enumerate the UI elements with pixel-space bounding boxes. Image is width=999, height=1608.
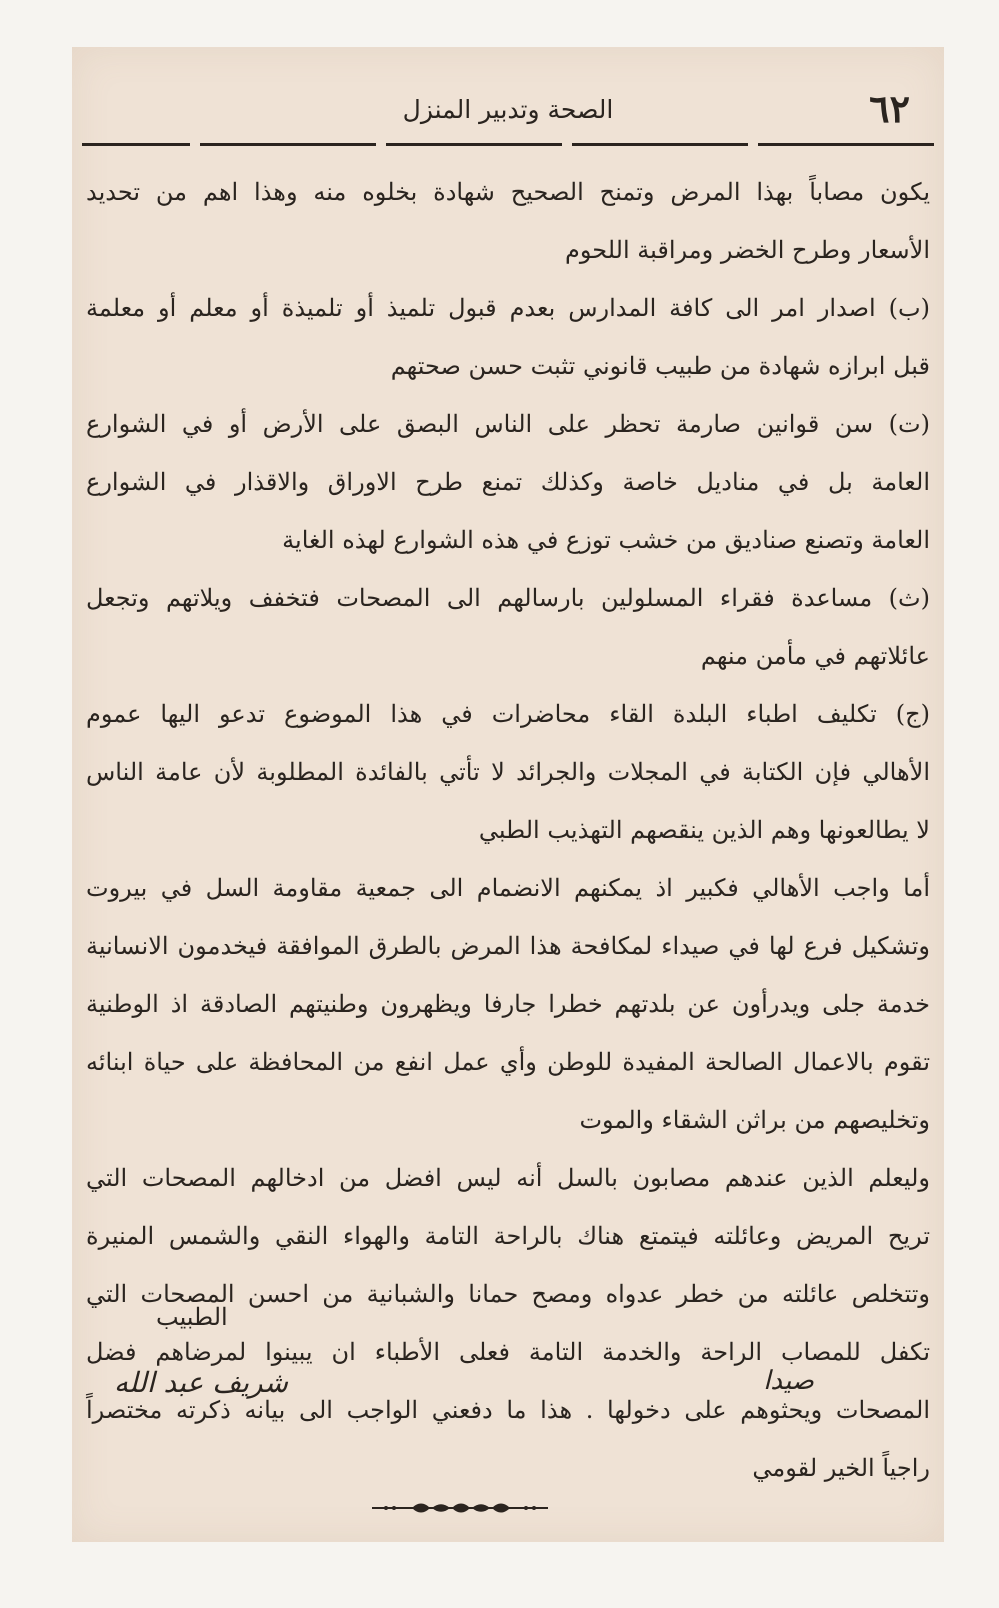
text-line: (ت) سن قوانين صارمة تحظر على الناس البصق على الأرض أو في الشوارع [86,410,930,438]
author-signature: شريف عبد الله [114,1366,288,1399]
ornament-divider [372,1501,548,1515]
text-line: (ج) تكليف اطباء البلدة القاء محاضرات في هذا الموضوع تدعو اليها عموم [86,700,931,728]
body-text [86,163,930,1497]
text-line: وتشكيل فرع لها في صيداء لمكافحة هذا المرض بالطرق الموافقة فيخدمون الانسانية [86,932,930,960]
text-line: وتتخلص عائلته من خطر عدواه ومصح حمانا والشبانية من احسن المصحات التي [86,1280,930,1308]
text-line: تقوم بالاعمال الصالحة المفيدة للوطن وأي عمل انفع من المحافظة على حياة ابنائه [86,1048,930,1076]
text-line: أما واجب الأهالي فكبير اذ يمكنهم الانضمام الى جمعية مقاومة السل في بيروت [86,874,930,902]
signature-block [72,1299,944,1429]
book-page [72,47,944,1542]
signature-title: الطبيب [156,1303,228,1331]
text-line: العامة بل في مناديل خاصة وكذلك تمنع طرح الاوراق والاقذار في الشوارع [86,468,930,496]
text-line: وتخليصهم من براثن الشقاء والموت [579,1106,930,1134]
text-line: الأسعار وطرح الخضر ومراقبة اللحوم [564,236,930,264]
text-line: وليعلم الذين عندهم مصابون بالسل أنه ليس افضل من ادخالهم المصحات التي [86,1164,930,1192]
header-rule [82,143,934,146]
text-line: (ب) اصدار امر الى كافة المدارس بعدم قبول تلميذ أو تلميذة أو معلم أو معلمة [86,294,930,322]
text-line: لا يطالعونها وهم الذين ينقصهم التهذيب الطبي [478,816,930,844]
text-line: العامة وتصنع صناديق من خشب توزع في هذه الشوارع لهذه الغاية [282,526,930,554]
running-title: الصحة وتدبير المنزل [402,95,614,124]
page-number: ٦٢ [869,86,910,131]
text-line: عائلاتهم في مأمن منهم [700,642,930,670]
text-line: يكون مصاباً بهذا المرض وتمنح الصحيح شهادة بخلوه منه وهذا اهم من تحديد [86,178,930,206]
text-line: تكفل للمصاب الراحة والخدمة التامة فعلى الأطباء ان يبينوا لمرضاهم فضل [86,1338,930,1366]
text-line: قبل ابرازه شهادة من طبيب قانوني تثبت حسن صحتهم [390,352,930,380]
text-line: الأهالي فإن الكتابة في المجلات والجرائد لا تأتي بالفائدة المطلوبة لأن عامة الناس [86,758,930,786]
text-line: خدمة جلى ويدرأون عن بلدتهم خطرا جارفا ويظهرون وطنيتهم الصادقة اذ الوطنية [86,990,930,1018]
text-line: (ث) مساعدة فقراء المسلولين بارسالهم الى المصحات فتخفف ويلاتهم وتجعل [86,584,930,612]
signature-city: صيدا [763,1366,814,1396]
text-line: المصحات ويحثوهم على دخولها . هذا ما دفعني الواجب الى بيانه ذكرته مختصراً [86,1396,930,1424]
text-line: راجياً الخير لقومي [752,1454,930,1482]
text-line: تريح المريض وعائلته فيتمتع هناك بالراحة التامة والهواء النقي والشمس المنيرة [86,1222,930,1250]
page-header [72,86,944,131]
